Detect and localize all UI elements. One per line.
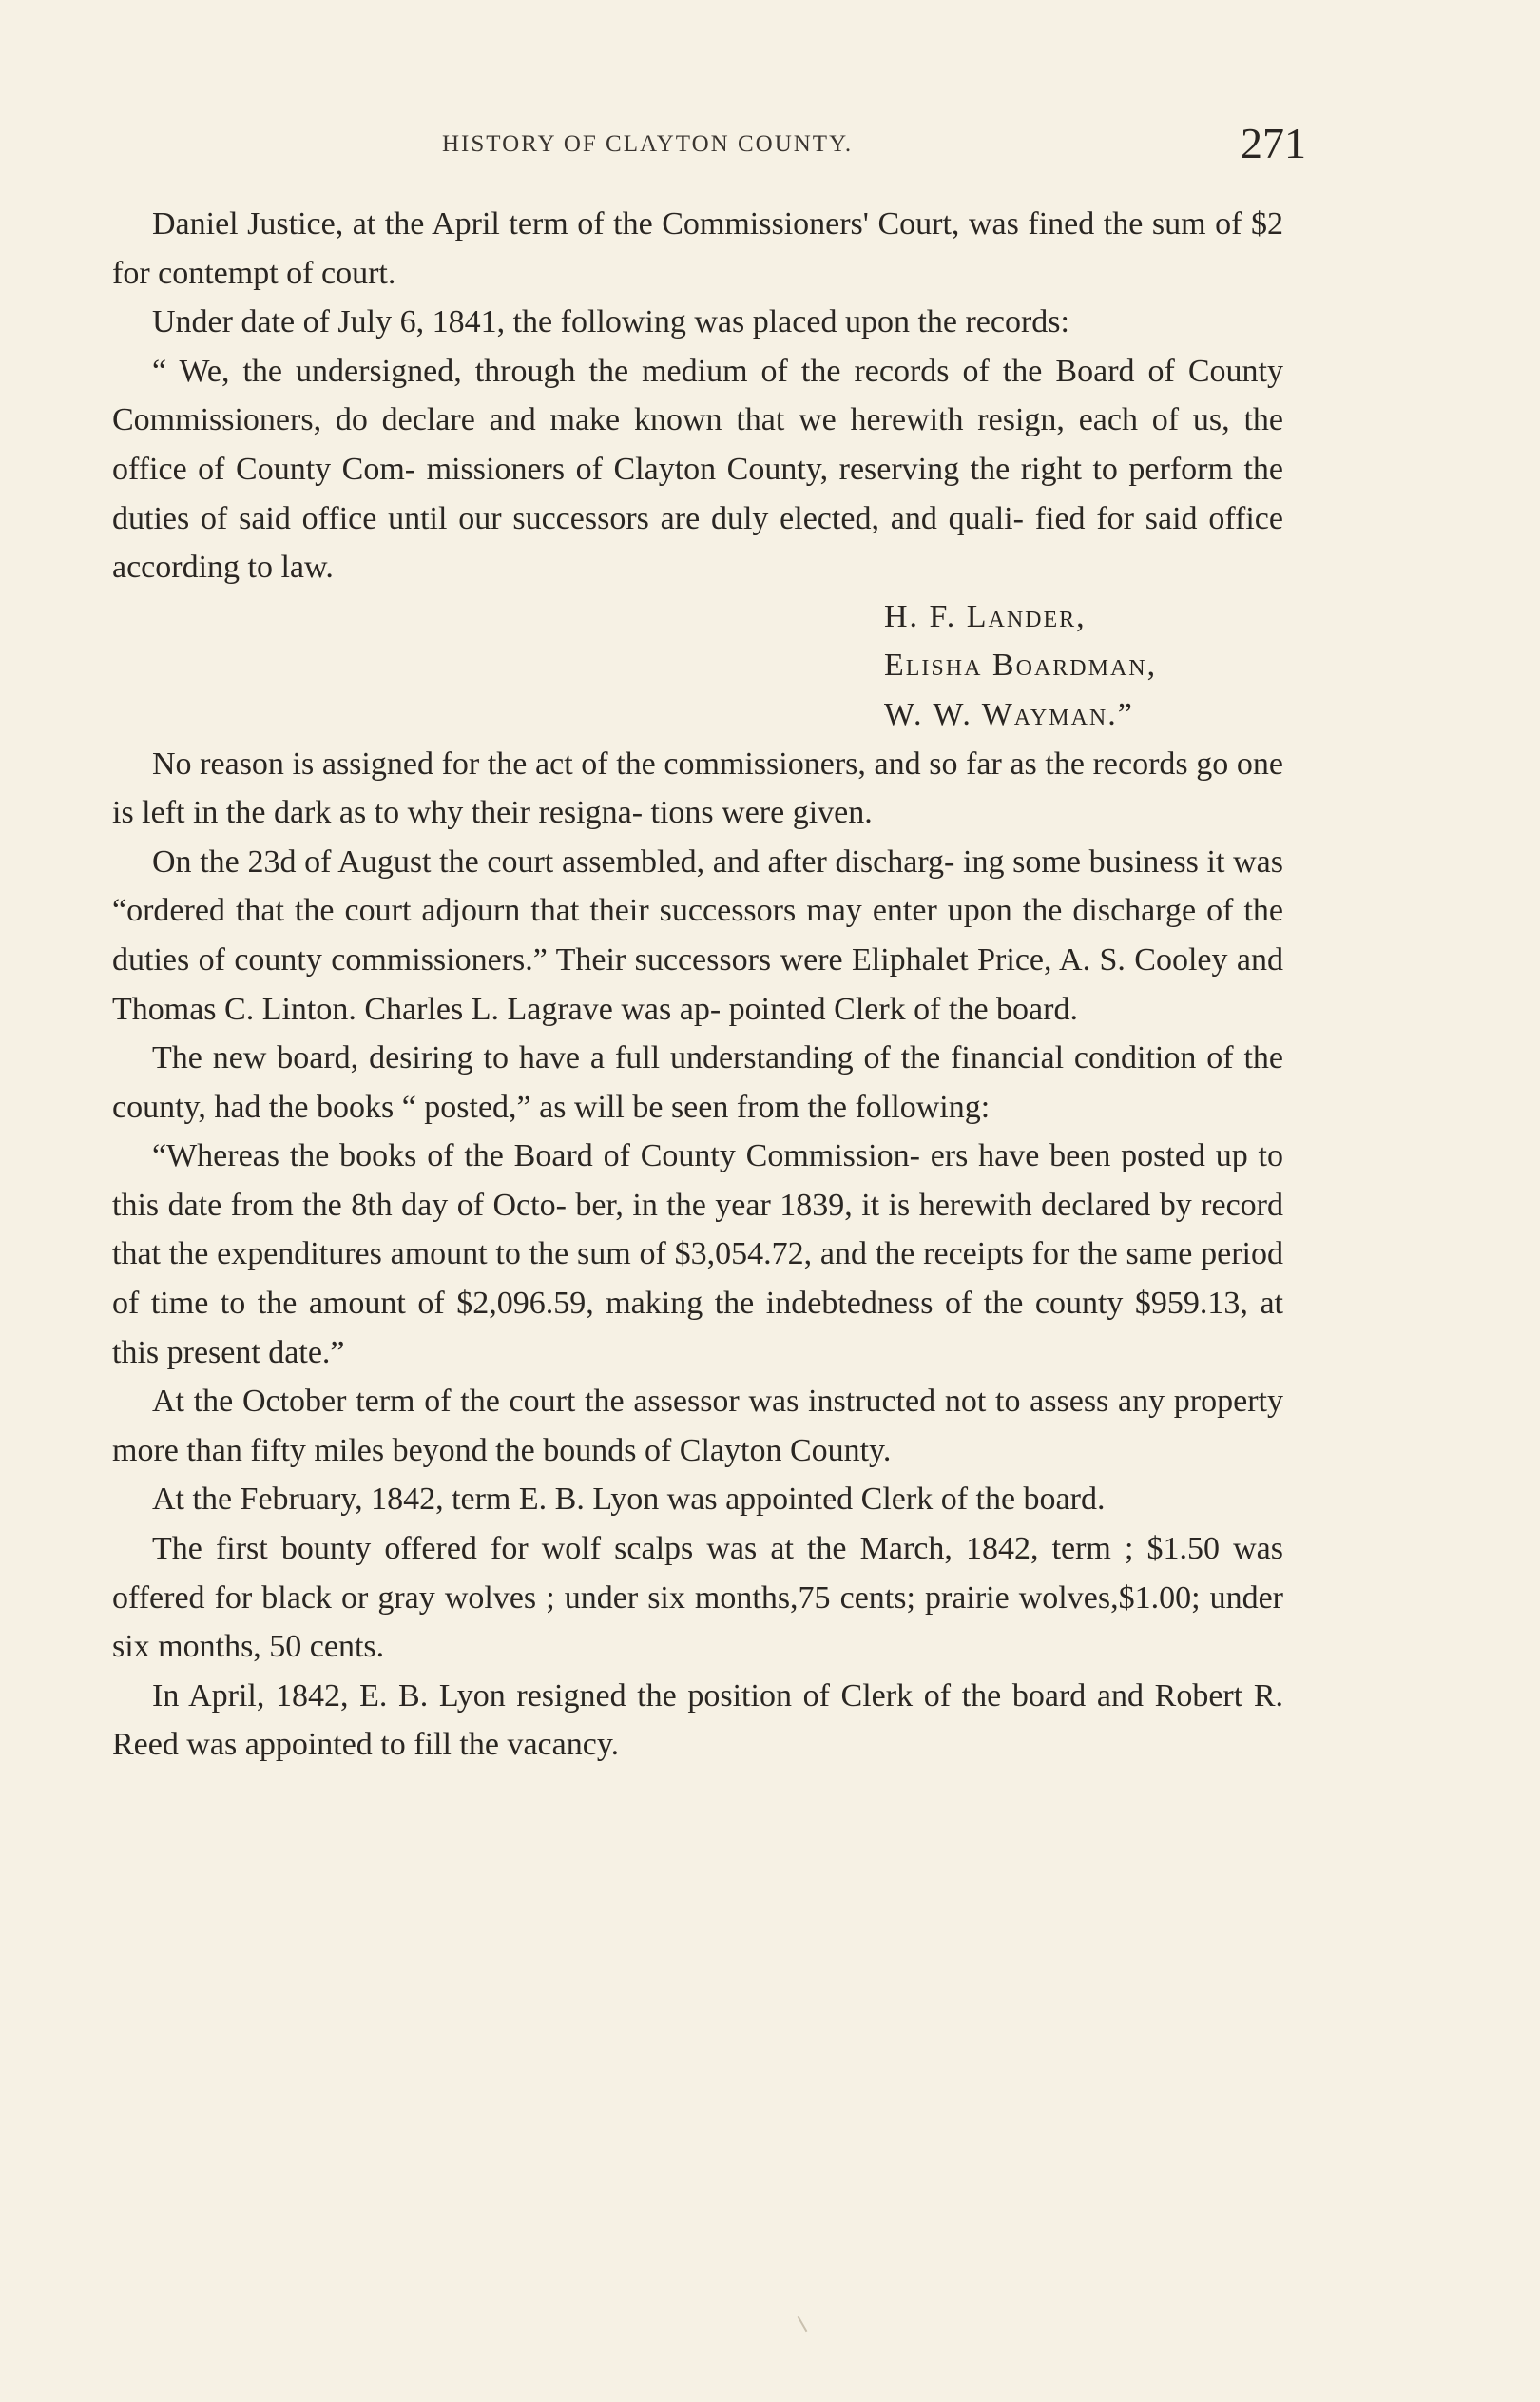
page-number: 271 [1241,119,1306,167]
paragraph: The new board, desiring to have a full understanding of the financial condition of the county, had the books “ posted,” as will be seen from the following: [112,1040,1283,1125]
paragraph: The first bounty offered for wolf scalps was at the March, 1842, term ; $1.50 was offered for black or gray wolves ; under six months,75 cents; prairie wolves,$1.00; under six months, 50 cents. [112,1531,1283,1665]
signature-wayman: W. W. Wayman.” [884,696,1134,732]
signature-boardman: Elisha Boardman, [884,648,1158,684]
paragraph: At the February, 1842, term E. B. Lyon was appointed Clerk of the board. [152,1482,1106,1518]
signature-lander: H. F. Lander, [884,598,1087,634]
paragraph: In April, 1842, E. B. Lyon resigned the position of Clerk of the board and Robert R. Reed was appointed to fill the vacancy. [112,1677,1283,1763]
paragraph: No reason is assigned for the act of the commissioners, and so far as the records go one is left in the dark as to why their resigna- tions were given. [112,746,1283,831]
paragraph: At the October term of the court the assessor was instructed not to assess any property more than fifty miles beyond the bounds of Clayton County. [112,1384,1283,1468]
paragraph: On the 23d of August the court assembled, and after discharg- ing some business it was “ordered that the court adjourn that their successors may enter upon the discharge of the duties of county commissioners.” Their successors were Eliphalet Price, A. S. Cooley and Thomas C. Linton. Charles L. Lagrave was ap- pointed Clerk of the board. [112,843,1283,1027]
signature-block [112,592,1283,740]
quoted-record: “Whereas the books of the Board of County Commission- ers have been posted up to this date from the 8th day of Octo- ber, in the year 1839, it is herewith declared by record that the expenditures amount to the sum of $3,054.72, and the receipts for the same period of time to the amount of $2,096.59, making the indebtedness of the county $959.13, at this present date.” [112,1138,1283,1370]
running-head: HISTORY OF CLAYTON COUNTY. [442,131,854,157]
body-text [112,200,1283,1770]
paragraph: Daniel Justice, at the April term of the Commissioners' Court, was fined the sum of $2 for contempt of court. [112,206,1283,291]
stray-mark [798,2316,808,2333]
paragraph: Under date of July 6, 1841, the following was placed upon the records: [152,304,1069,340]
quoted-resolution: “ We, the undersigned, through the medium of the records of the Board of County Commissioners, do declare and make known that we herewith resign, each of us, the office of County Com- missioners of Clayton County, reserving the right to perform the duties of said office until our successors are duly elected, and quali- fied for said office according to law. [112,353,1283,586]
